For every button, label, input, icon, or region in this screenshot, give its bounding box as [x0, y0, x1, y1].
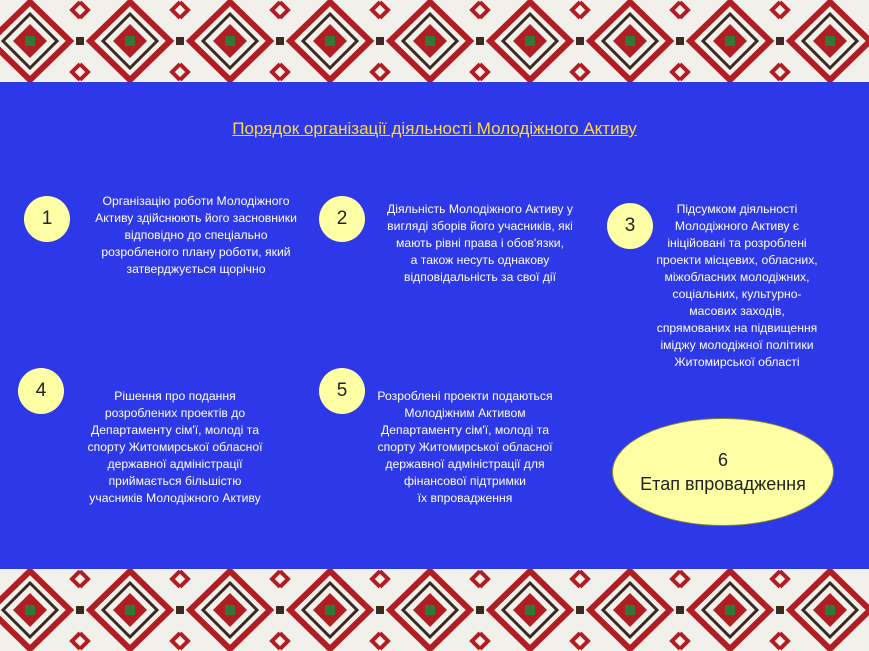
embroidery-border-bottom — [0, 569, 869, 651]
step-1-number: 1 — [24, 196, 70, 242]
step-1-text: Організацію роботи Молодіжного Активу здійснюють його засновники відповідно до спеціально розробленого плану роботи, який затверджується щорічно — [95, 194, 297, 276]
step-2-text: Діяльність Молодіжного Активу у вигляді зборів його учасників, які мають рівні права і обов'язки, а також несуть однакову відповідальність за свої дії — [386, 202, 574, 284]
step-5-number: 5 — [319, 368, 365, 414]
stage-6-label: Етап впровадження — [640, 474, 806, 494]
step-3-number: 3 — [607, 203, 653, 249]
stage-6-ellipse — [612, 418, 834, 526]
step-5-text: Розроблені проекти подаються Молодіжним Активом Департаменту сім'ї, молоді та спорту Житомирської обласної державної адміністрації для фінансової підтримки їх впровадження — [377, 389, 553, 505]
step-2-number: 2 — [319, 196, 365, 242]
step-3-text: Підсумком діяльності Молодіжного Активу є ініційовані та розроблені проекти місцевих, обласних, міжобласних молодіжних, соціальних, культурно- масових заходів, спрямованих на підвищення іміджу молодіжної політики Житомирської області — [656, 202, 818, 369]
stage-6-number: 6 — [717, 450, 728, 470]
step-4-number: 4 — [18, 368, 64, 414]
embroidery-border-top — [0, 0, 869, 82]
page-title: Порядок організації діяльності Молодіжного Активу — [232, 119, 637, 138]
step-4-text: Рішення про подання розроблених проектів до Департаменту сім'ї, молоді та спорту Житомирської обласної державної адміністрації приймається більшістю учасників Молодіжного Активу — [87, 389, 263, 505]
